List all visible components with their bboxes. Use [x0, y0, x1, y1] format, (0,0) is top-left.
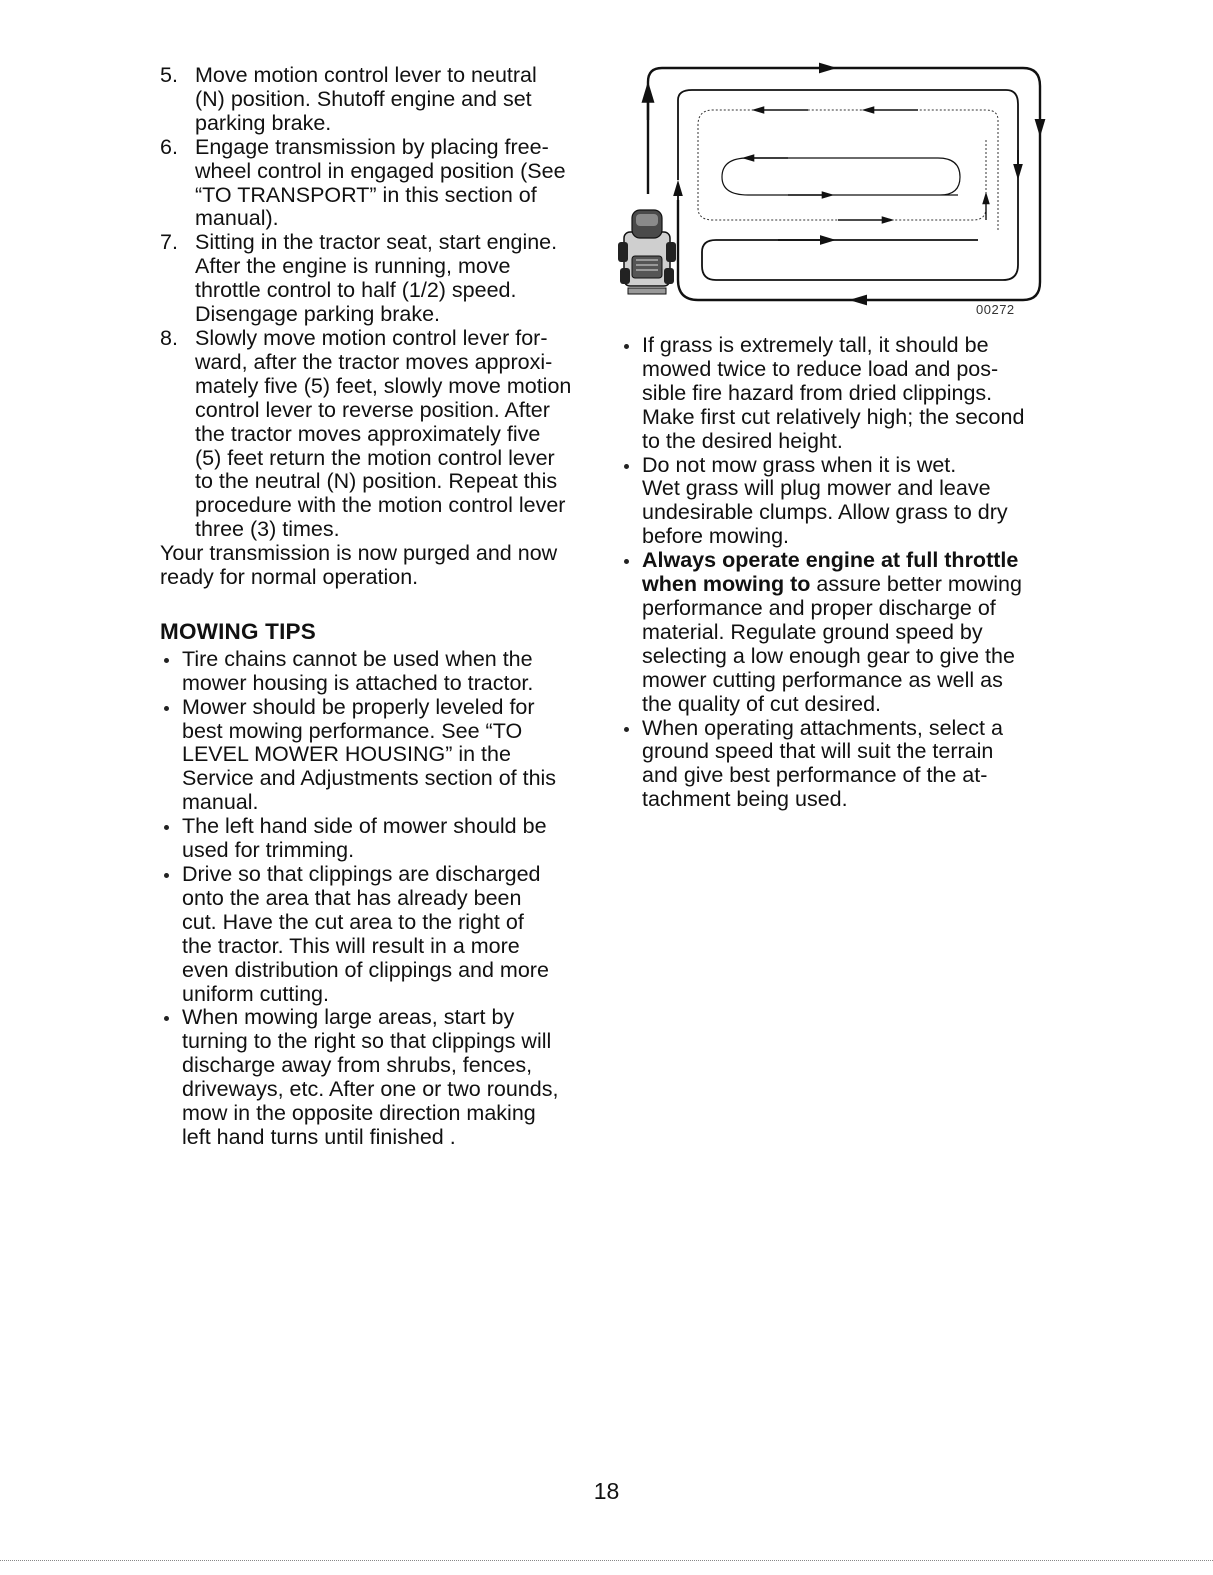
- bullet-icon: [160, 863, 182, 1006]
- bullet-icon: [620, 334, 642, 454]
- mowing-tips-list-left: [160, 648, 596, 1150]
- step-text: Sitting in the tractor seat, start engine. After the engine is running, move throttle control to half (1/2) speed. Disengage parking brake.: [195, 230, 558, 327]
- step-text: Engage transmission by placing free- wheel control in engaged position (See “TO TRANSPORT” in this section of manual).: [195, 134, 566, 231]
- bullet-icon: [160, 648, 182, 696]
- step-8: [160, 327, 596, 542]
- outer-mowing-path: [648, 68, 1040, 300]
- bold-lead-text: Always operate engine at full throttle when mowing to: [642, 548, 1019, 597]
- list-item: [160, 696, 596, 816]
- page-number: 18: [593, 1478, 620, 1504]
- bullet-icon: [620, 549, 642, 716]
- list-item: [620, 549, 1052, 716]
- second-mowing-path: [678, 90, 1018, 280]
- step-text: Move motion control lever to neutral (N) position. Shutoff engine and set parking brake.: [195, 63, 537, 135]
- list-item: [620, 454, 1052, 550]
- list-item-text: If grass is extremely tall, it should be mowed twice to reduce load and pos- sible fire hazard from dried clippings. Make first cut relatively high; the second to the desired height.: [642, 333, 1025, 453]
- step-7: [160, 231, 596, 327]
- list-item-text: Tire chains cannot be used when the mower housing is attached to tractor.: [182, 646, 534, 695]
- third-mowing-path: [698, 110, 998, 230]
- purged-paragraph: Your transmission is now purged and now ready for normal operation.: [160, 541, 558, 590]
- figure-number: 00272: [976, 302, 1015, 317]
- right-column: [620, 334, 1052, 812]
- mowing-pattern-figure: [618, 60, 1056, 320]
- step-5: [160, 64, 596, 136]
- bullet-icon: [620, 454, 642, 550]
- mowing-pattern-diagram: [618, 60, 1056, 320]
- bullet-icon: [620, 717, 642, 813]
- section-heading: MOWING TIPS: [160, 618, 316, 644]
- list-item-text: [642, 549, 1052, 716]
- step-text: Slowly move motion control lever for- ward, after the tractor moves approxi- mately five (5) feet, slowly move motion control lever to reverse position. After the tractor moves approximately five (5) feet return the motion control lever to the neutral (N) position. Repeat this procedure with the motion control lever three (3) times.: [195, 325, 572, 542]
- step-6: [160, 136, 596, 232]
- list-item: [160, 1006, 596, 1149]
- left-column: [160, 64, 596, 1150]
- mowing-tips-list-right: [620, 334, 1052, 812]
- tractor-icon: [618, 210, 676, 294]
- list-item: [160, 815, 596, 863]
- step-number: 5.: [160, 63, 178, 87]
- list-item: [620, 717, 1052, 813]
- list-item-text: Drive so that clippings are discharged onto the area that has already been cut. Have the cut area to the right of the tractor. This will result in a more even distribution of clippings and more uniform cutting.: [182, 862, 549, 1006]
- list-item-text: Mower should be properly leveled for best mowing performance. See “TO LEVEL MOWER HOUSING” in the Service and Adjustments section of this manual.: [182, 694, 557, 815]
- bullet-icon: [160, 1006, 182, 1149]
- list-item: [160, 648, 596, 696]
- bottom-divider: [0, 1560, 1213, 1561]
- step-number: 8.: [160, 325, 178, 350]
- list-item-text: The left hand side of mower should be used for trimming.: [182, 814, 547, 863]
- bullet-icon: [160, 696, 182, 816]
- list-item: [160, 863, 596, 1006]
- procedure-steps: [160, 64, 596, 542]
- list-item-text: When mowing large areas, start by turning to the right so that clippings will discharge away from shrubs, fences, driveways, etc. After one or two rounds, mow in the opposite direction making left hand turns until finished .: [182, 1005, 559, 1149]
- list-item-rest-text: assure better mowing performance and proper discharge of material. Regulate ground speed by selecting a low enough gear to give the mower cutting performance as well as the quality of cut desired.: [642, 572, 1022, 716]
- step-number: 6.: [160, 134, 178, 159]
- bullet-icon: [160, 815, 182, 863]
- inner-mowing-loop: [722, 158, 960, 195]
- step-number: 7.: [160, 230, 178, 255]
- list-item-text: When operating attachments, select a ground speed that will suit the terrain and give best performance of the at- tachment being used.: [642, 715, 1003, 812]
- list-item-text: Do not mow grass when it is wet. Wet grass will plug mower and leave undesirable clumps. Allow grass to dry before mowing.: [642, 452, 1008, 549]
- list-item: [620, 334, 1052, 454]
